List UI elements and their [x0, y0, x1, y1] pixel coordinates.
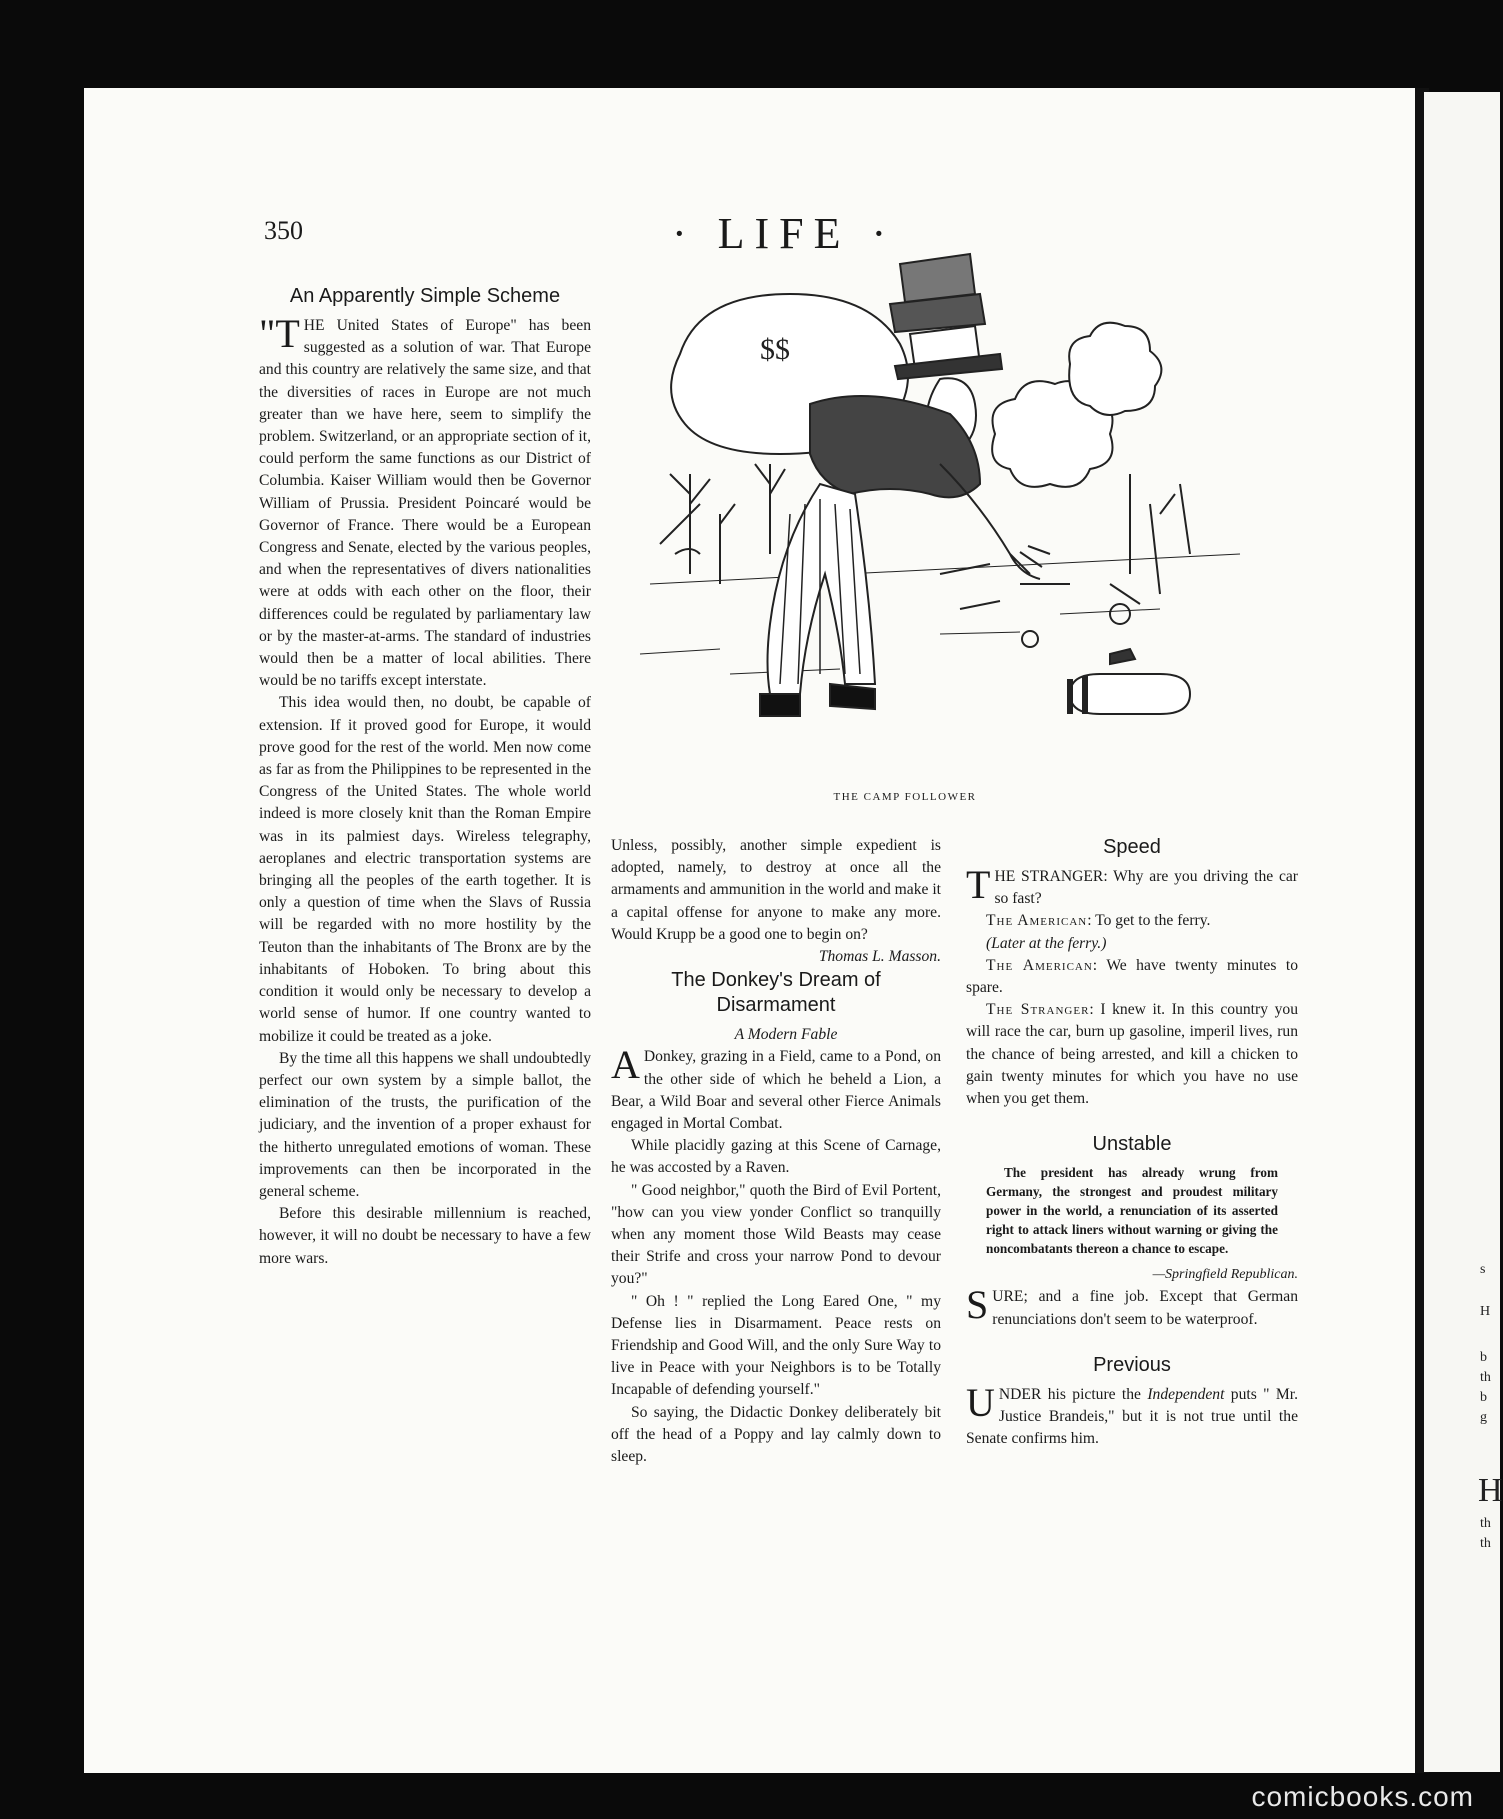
spacer — [966, 1331, 1298, 1353]
watermark: comicbooks.com — [1251, 1781, 1474, 1812]
paragraph: Unless, possibly, another simple expedient is adopted, namely, to destroy at once all the armaments and ammunition in the world and make it a capital offense for anyone to make any more. Would Krupp be a good one to begin on? — [611, 837, 941, 943]
masthead: · LIFE · — [672, 209, 897, 258]
paragraph — [966, 955, 1298, 999]
text-fragment: b — [1480, 1350, 1487, 1365]
drop-cap: S — [966, 1282, 989, 1328]
paragraph-text: Donkey, grazing in a Field, came to a Pond, on the other side of which he beheld a Lion, a Bear, a Wild Boar and several other Fierce Animals engaged in Mortal Combat. — [611, 1048, 941, 1133]
text-fragment: th — [1480, 1516, 1491, 1531]
next-page-sliver — [1424, 92, 1503, 1772]
stage-direction-text: (Later at the ferry.) — [986, 934, 1107, 952]
paragraph — [966, 1282, 1298, 1330]
byline: Thomas L. Masson. — [818, 948, 941, 966]
text-fragment: b — [1480, 1390, 1487, 1405]
paragraph-text: URE; and a fine job. Except that German renunciations don't seem to be waterproof. — [992, 1288, 1298, 1328]
text-fragment: s — [1480, 1262, 1486, 1277]
paragraph — [966, 1379, 1298, 1451]
cartoon-caption: THE CAMP FOLLOWER — [833, 791, 977, 803]
drop-cap: U — [966, 1379, 995, 1425]
speaker-label: HE STRANGER — [994, 868, 1104, 885]
bag-symbol: $$ — [760, 333, 790, 366]
article-simple-scheme — [259, 284, 591, 1270]
paragraph — [259, 311, 591, 692]
uncle-sam-cartoon-icon — [640, 254, 1260, 774]
paragraph: Before this desirable millennium is reached, however, it will no doubt be necessary to have a few more wars. — [259, 1205, 591, 1267]
article-subtitle: A Modern Fable — [734, 1026, 838, 1044]
spacer — [966, 1110, 1298, 1132]
paragraph — [611, 1042, 941, 1135]
paragraph-text: puts " Mr. Justice Brandeis," but it is not true until the Senate confirms him. — [966, 1385, 1298, 1448]
paragraph — [966, 999, 1298, 1110]
paragraph — [966, 862, 1298, 910]
quote-text: The president has already wrung from Germany, the strongest and proudest military power in the world, a renunciation of its asserted right to attack liners without warning or giving the noncombatants thereon a chance to escape. — [986, 1165, 1278, 1257]
text-fragment: g — [1480, 1410, 1487, 1425]
publication-name: Independent — [1147, 1385, 1225, 1403]
drop-cap: "T — [259, 311, 300, 356]
article-title: Speed — [1103, 836, 1161, 858]
paragraph: " Good neighbor," quoth the Bird of Evil Portent, "how can you view yonder Conflict so tranquilly when any moment those Wild Beasts may cease their Strife and cross your narrow Pond to devour you?" — [611, 1181, 941, 1288]
drop-cap: T — [966, 862, 991, 907]
dialogue-text: : To get to the ferry. — [1087, 912, 1211, 930]
dialogue-text: : Why are you driving the car so fast? — [994, 868, 1298, 908]
article-title: Previous — [1093, 1353, 1171, 1376]
paragraph-text: NDER his picture the — [998, 1385, 1148, 1403]
text-fragment: H — [1478, 1472, 1503, 1509]
text-fragment: H — [1480, 1304, 1491, 1319]
paragraph — [966, 910, 1298, 932]
speaker-label: The Stranger — [986, 1001, 1090, 1019]
drop-cap: A — [611, 1042, 640, 1088]
speaker-label: The American — [986, 912, 1088, 930]
column-center — [611, 835, 941, 1468]
text-fragment: th — [1480, 1536, 1491, 1551]
paragraph-text: HE United States of Europe" has been suggested as a solution of war. That Europe and this country are relatively the same size, and that the diversities of races in Europe are not much greater than we have here, seem to simplify the problem. Switzerland, or an appropriate section of it, could perform the same functions as our District of Columbia. Kaiser William would then be Governor William of Prussia. President Poincaré would be Governor of France. There would be a European Congress and Senate, elected by the various peoples, and when the representatives of divers nationalities were at odds with each other on the floor, their differences could be regulated by parliamentary law or by the master-at-arms. The standard of industries would then be a matter of local abilities. There would be no tariffs except interstate. — [259, 317, 591, 690]
paragraph: While placidly gazing at this Scene of Carnage, he was accosted by a Raven. — [611, 1137, 941, 1177]
article-title: Unstable — [1092, 1133, 1172, 1156]
article-title: An Apparently Simple Scheme — [289, 285, 561, 307]
column-right — [966, 835, 1298, 1450]
paragraph: So saying, the Didactic Donkey deliberately bit off the head of a Poppy and lay calmly down to sleep. — [611, 1403, 941, 1466]
quote-attribution: —Springfield Republican. — [1152, 1267, 1298, 1283]
quote-block — [986, 1163, 1278, 1258]
dialogue-text: : We have twenty minutes to spare. — [966, 956, 1298, 997]
paragraph: " Oh ! " replied the Long Eared One, " my Defense lies in Disarmament. Peace rests on Friendship and Good Will, and the only Sure Way to live in Peace with your Neighbors is to be Totally Incapable of defending yourself." — [611, 1292, 941, 1399]
paragraph: This idea would then, no doubt, be capable of extension. If it proved good for Europe, it would prove good for the rest of the world. Men now come as far as from the Philippines to be represented in the Congress of the United States. The whole world indeed is more closely knit than the Roman Empire was in its palmiest days. Wireless telegraphy, aeroplanes and electric transportation systems are bringing all the peoples of the earth together. It is only a question of time when the Slavs of Russia will be regarded with no more hostility by the Teuton than the inhabitants of The Bronx are by the inhabitants of Hoboken. To bring about this condition it would only be necessary to develop a world sense of humor. If one country wanted to mobilize it could be treated as a joke. — [259, 694, 591, 1045]
paragraph: By the time all this happens we shall undoubtedly perfect our own system by a simple ballot, the elimination of the trusts, the purification of the judiciary, and the invention of a proper exhaust for the hitherto unregulated emotions of woman. These improvements can then be incorporated in the general scheme. — [259, 1049, 591, 1200]
page-number: 350 — [264, 216, 303, 245]
stage-direction — [966, 933, 1298, 955]
speaker-label: The American — [986, 956, 1093, 974]
dialogue-text: : I knew it. In this country you will race the car, burn up gasoline, imperil lives, run the chance of being arrested, and kill a chicken to gain twenty minutes for which you have no use when you get them. — [966, 1001, 1298, 1108]
text-fragment: th — [1480, 1370, 1491, 1385]
article-title: The Donkey's Dream of Disarmament — [671, 969, 881, 1017]
